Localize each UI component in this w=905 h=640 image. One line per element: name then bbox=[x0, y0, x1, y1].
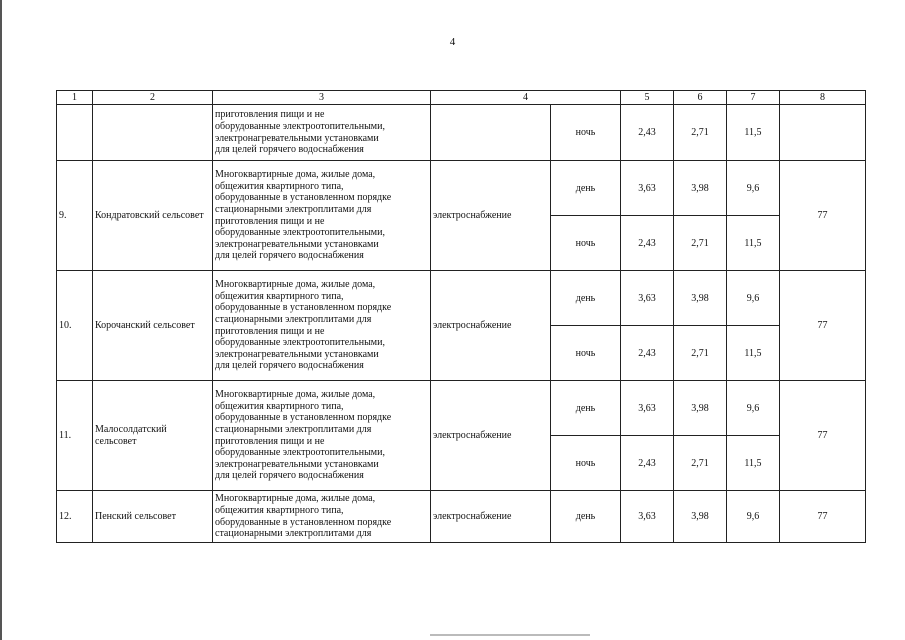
description-line: приготовления пищи и не bbox=[215, 325, 325, 337]
description-line: стационарными электроплитами для bbox=[215, 203, 372, 215]
header-cell: 7 bbox=[727, 91, 780, 105]
period-day: день bbox=[551, 381, 621, 436]
row-number: 9. bbox=[57, 161, 93, 271]
description-line: электронагревательными установками bbox=[215, 348, 379, 360]
table-row bbox=[57, 381, 866, 436]
row-number: 10. bbox=[57, 271, 93, 381]
description-cell bbox=[213, 271, 431, 381]
value-cell: 3,98 bbox=[674, 271, 727, 326]
row-number: 12. bbox=[57, 491, 93, 543]
table-row bbox=[57, 161, 866, 216]
scan-artifact bbox=[430, 634, 590, 636]
scan-edge bbox=[0, 0, 2, 640]
header-cell: 6 bbox=[674, 91, 727, 105]
description-line: для целей горячего водоснабжения bbox=[215, 144, 364, 156]
settlement-name: Кондратовский сельсовет bbox=[93, 161, 213, 271]
value-cell: 3,98 bbox=[674, 381, 727, 436]
description-line: стационарными электроплитами для bbox=[215, 423, 372, 435]
value-cell: 2,43 bbox=[621, 436, 674, 491]
tariff-cell: 77 bbox=[780, 271, 866, 381]
description-line: общежития квартирного типа, bbox=[215, 290, 344, 302]
service-type: электроснабжение bbox=[431, 381, 551, 491]
value-cell: 9,6 bbox=[727, 161, 780, 216]
place-cell bbox=[93, 105, 213, 161]
description-line: электронагревательными установками bbox=[215, 132, 379, 144]
value-cell: 3,63 bbox=[621, 161, 674, 216]
description-cell bbox=[213, 491, 431, 543]
description-line: оборудованные электроотопительными, bbox=[215, 227, 385, 239]
value-cell: 11,5 bbox=[727, 326, 780, 381]
value-cell: 3,63 bbox=[621, 381, 674, 436]
description-line: общежития квартирного типа, bbox=[215, 180, 344, 192]
description-line: приготовления пищи и не bbox=[215, 109, 325, 121]
header-cell: 5 bbox=[621, 91, 674, 105]
header-row bbox=[57, 91, 866, 105]
description-line: Многоквартирные дома, жилые дома, bbox=[215, 389, 376, 401]
tariff-cell bbox=[780, 105, 866, 161]
value-cell: 11,5 bbox=[727, 436, 780, 491]
value-cell: 3,98 bbox=[674, 161, 727, 216]
table-row bbox=[57, 105, 866, 161]
description-line: для целей горячего водоснабжения bbox=[215, 470, 364, 482]
description-line: оборудованные в установленном порядке bbox=[215, 516, 392, 528]
service-type: электроснабжение bbox=[431, 491, 551, 543]
description-cell bbox=[213, 105, 431, 161]
value-cell: 3,63 bbox=[621, 491, 674, 543]
value-cell: 3,98 bbox=[674, 491, 727, 543]
value-cell: 2,71 bbox=[674, 216, 727, 271]
description-line: оборудованные в установленном порядке bbox=[215, 192, 392, 204]
table-row bbox=[57, 491, 866, 543]
description-line: электронагревательными установками bbox=[215, 458, 379, 470]
description-line: оборудованные электроотопительными, bbox=[215, 447, 385, 459]
description-line: стационарными электроплитами для bbox=[215, 313, 372, 325]
description-line: стационарными электроплитами для bbox=[215, 528, 372, 540]
tariff-cell: 77 bbox=[780, 491, 866, 543]
description-line: приготовления пищи и не bbox=[215, 215, 325, 227]
description-line: электронагревательными установками bbox=[215, 238, 379, 250]
period-day: день bbox=[551, 491, 621, 543]
period-night: ночь bbox=[551, 216, 621, 271]
value-cell: 9,6 bbox=[727, 381, 780, 436]
description-line: для целей горячего водоснабжения bbox=[215, 250, 364, 262]
service-type: электроснабжение bbox=[431, 161, 551, 271]
value-cell: 2,43 bbox=[621, 216, 674, 271]
tariff-cell: 77 bbox=[780, 381, 866, 491]
value-cell: 11,5 bbox=[727, 105, 780, 161]
description-line: оборудованные в установленном порядке bbox=[215, 412, 392, 424]
description-cell bbox=[213, 161, 431, 271]
period-night: ночь bbox=[551, 326, 621, 381]
description-line: приготовления пищи и не bbox=[215, 435, 325, 447]
page-number: 4 bbox=[449, 36, 456, 48]
description-line: оборудованные электроотопительными, bbox=[215, 120, 385, 132]
value-cell: 9,6 bbox=[727, 271, 780, 326]
description-line: Многоквартирные дома, жилые дома, bbox=[215, 493, 376, 505]
value-cell: 2,71 bbox=[674, 436, 727, 491]
description-line: Многоквартирные дома, жилые дома, bbox=[215, 169, 376, 181]
description-line: общежития квартирного типа, bbox=[215, 400, 344, 412]
header-cell: 4 bbox=[431, 91, 621, 105]
period-day: день bbox=[551, 161, 621, 216]
value-cell: 3,63 bbox=[621, 271, 674, 326]
table-row bbox=[57, 271, 866, 326]
num-cell bbox=[57, 105, 93, 161]
description-line: оборудованные в установленном порядке bbox=[215, 302, 392, 314]
tariff-table bbox=[56, 90, 866, 543]
settlement-name: Корочанский сельсовет bbox=[93, 271, 213, 381]
tariff-cell: 77 bbox=[780, 161, 866, 271]
header-cell: 8 bbox=[780, 91, 866, 105]
settlement-name: Малосолдатский сельсовет bbox=[93, 381, 213, 491]
value-cell: 9,6 bbox=[727, 491, 780, 543]
settlement-name: Пенский сельсовет bbox=[93, 491, 213, 543]
description-cell bbox=[213, 381, 431, 491]
period-cell: ночь bbox=[551, 105, 621, 161]
value-cell: 2,43 bbox=[621, 326, 674, 381]
row-number: 11. bbox=[57, 381, 93, 491]
description-line: для целей горячего водоснабжения bbox=[215, 360, 364, 372]
value-cell: 2,43 bbox=[621, 105, 674, 161]
description-line: оборудованные электроотопительными, bbox=[215, 337, 385, 349]
value-cell: 11,5 bbox=[727, 216, 780, 271]
description-line: Многоквартирные дома, жилые дома, bbox=[215, 279, 376, 291]
value-cell: 2,71 bbox=[674, 105, 727, 161]
description-line: общежития квартирного типа, bbox=[215, 504, 344, 516]
value-cell: 2,71 bbox=[674, 326, 727, 381]
period-day: день bbox=[551, 271, 621, 326]
service-cell bbox=[431, 105, 551, 161]
header-cell: 2 bbox=[93, 91, 213, 105]
service-type: электроснабжение bbox=[431, 271, 551, 381]
header-cell: 3 bbox=[213, 91, 431, 105]
header-cell: 1 bbox=[57, 91, 93, 105]
period-night: ночь bbox=[551, 436, 621, 491]
